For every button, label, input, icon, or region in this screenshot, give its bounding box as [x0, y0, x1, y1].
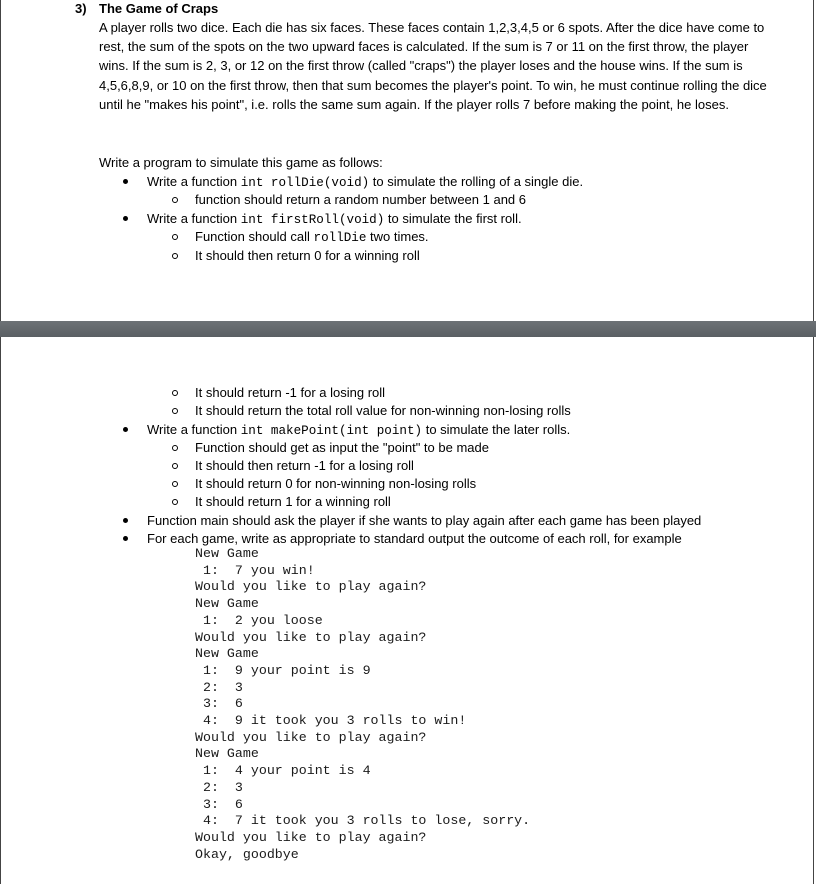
- subitem-rolldie-range: function should return a random number between 1 and 6: [195, 192, 526, 207]
- bullet-marker: [123, 518, 128, 523]
- bullet-output-example: For each game, write as appropriate to standard output the outcome of each roll, for example: [147, 531, 682, 546]
- sub-bullet-marker: [172, 445, 178, 451]
- sub-bullet-marker: [172, 234, 178, 240]
- output-line: 1: 7 you win!: [195, 562, 315, 578]
- problem-title: The Game of Craps: [99, 1, 219, 16]
- output-line: 3: 6: [195, 696, 243, 712]
- output-line: 1: 4 your point is 4: [195, 763, 371, 779]
- subitem-return-lose: It should return -1 for a losing roll: [195, 385, 386, 400]
- output-line: New Game: [195, 746, 259, 762]
- subitem-return-total: It should return the total roll value for non-winning non-losing rolls: [195, 403, 571, 418]
- output-line: New Game: [195, 596, 259, 612]
- output-line: Would you like to play again?: [195, 729, 427, 745]
- bullet-marker: [123, 427, 128, 432]
- output-line: 2: 3: [195, 779, 243, 795]
- output-line: 1: 9 your point is 9: [195, 662, 371, 678]
- sub-bullet-marker: [172, 481, 178, 487]
- bullet-marker: [123, 216, 128, 221]
- output-line: Would you like to play again?: [195, 579, 427, 595]
- sub-bullet-marker: [172, 499, 178, 505]
- bullet-marker: [123, 179, 128, 184]
- output-line: Would you like to play again?: [195, 629, 427, 645]
- output-line: 4: 9 it took you 3 rolls to win!: [195, 713, 467, 729]
- output-line: Okay, goodbye: [195, 846, 299, 862]
- problem-description: A player rolls two dice. Each die has six faces. These faces contain 1,2,3,4,5 or 6 spots. After the dice have come to rest, the sum of the spots on the two upward faces is calculated. If the sum is 7 or 11 on the first throw, the player wins. If the sum is 2, 3, or 12 on the first throw (called "craps") the player loses and the house wins. If the sum is 4,5,6,8,9, or 10 on the first throw, then that sum becomes the player's point. To win, he must continue rolling the dice until he "makes his point", i.e. rolls the same sum again. If the player rolls 7 before making the point, he loses.: [99, 20, 767, 112]
- document-page-1: [0, 0, 814, 321]
- output-line: New Game: [195, 546, 259, 561]
- output-line: 4: 7 it took you 3 rolls to lose, sorry.: [195, 813, 531, 829]
- subitem-point-continue: It should return 0 for non-winning non-losing rolls: [195, 476, 477, 491]
- output-line: 2: 3: [195, 679, 243, 695]
- document-page-2: [0, 337, 814, 884]
- bullet-main-play-again: Function main should ask the player if she wants to play again after each game has been played: [147, 513, 702, 528]
- output-line: 1: 2 you loose: [195, 612, 323, 628]
- output-line: 3: 6: [195, 796, 243, 812]
- sub-bullet-marker: [172, 390, 178, 396]
- subitem-point-win: It should return 1 for a winning roll: [195, 494, 391, 509]
- bullet-rolldie: Write a function int rollDie(void) to simulate the rolling of a single die.: [147, 174, 584, 190]
- sub-bullet-marker: [172, 463, 178, 469]
- sample-output-block: [195, 546, 530, 863]
- subitem-call-rolldie: Function should call rollDie two times.: [195, 229, 429, 245]
- bullet-marker: [123, 536, 128, 541]
- sub-bullet-marker: [172, 253, 178, 259]
- sub-bullet-marker: [172, 408, 178, 414]
- subitem-point-lose: It should then return -1 for a losing roll: [195, 458, 414, 473]
- output-line: Would you like to play again?: [195, 829, 427, 845]
- bullet-makepoint: Write a function int makePoint(int point) to simulate the later rolls.: [147, 422, 571, 438]
- intro-text: Write a program to simulate this game as follows:: [99, 155, 383, 170]
- page-separator: [0, 321, 816, 337]
- problem-number: 3): [75, 1, 87, 16]
- bullet-firstroll: Write a function int firstRoll(void) to simulate the first roll.: [147, 211, 522, 227]
- subitem-return-win: It should then return 0 for a winning roll: [195, 248, 420, 263]
- sub-bullet-marker: [172, 197, 178, 203]
- output-line: New Game: [195, 646, 259, 662]
- subitem-point-input: Function should get as input the "point" to be made: [195, 440, 489, 455]
